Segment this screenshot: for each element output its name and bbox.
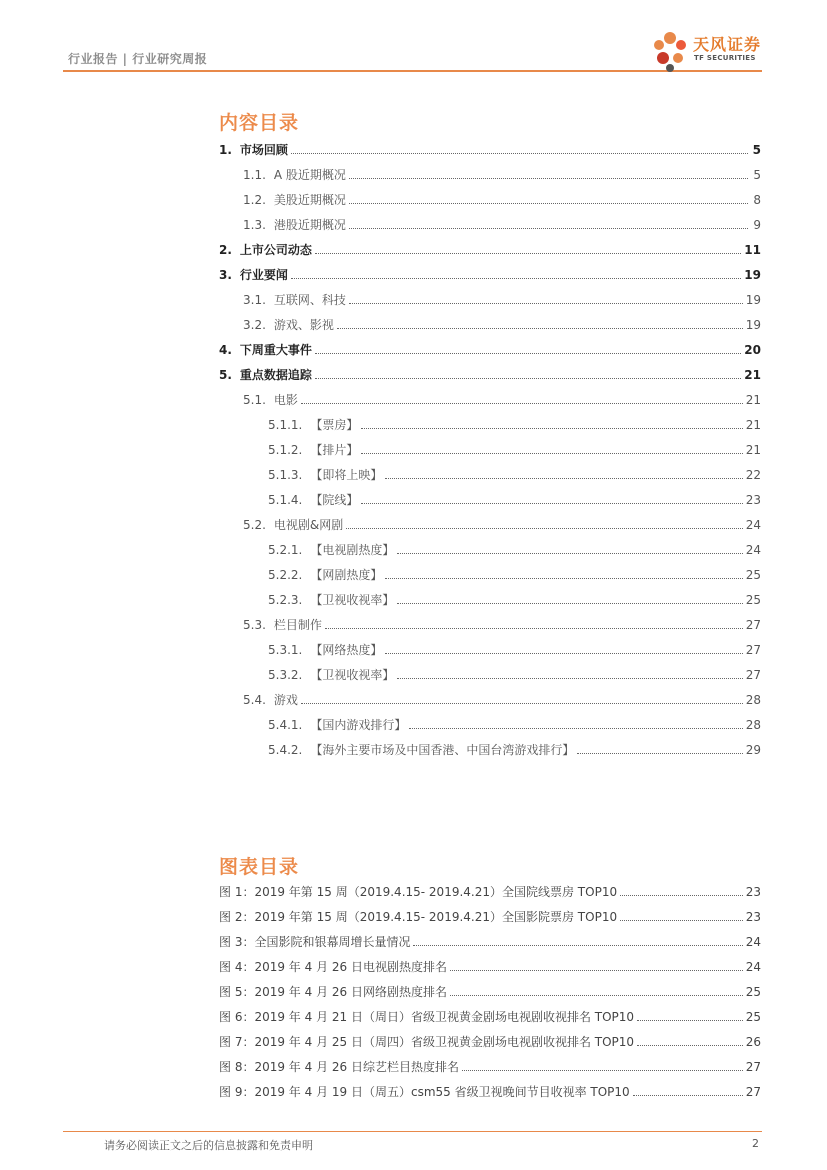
toc-entry-number: 1.3. xyxy=(243,218,266,232)
figure-entry-page: 24 xyxy=(745,935,761,949)
toc-entry-page: 22 xyxy=(745,468,761,482)
toc-leader-dots xyxy=(385,652,742,654)
toc-leader-dots xyxy=(385,577,742,579)
toc-entry[interactable] xyxy=(268,439,761,457)
toc-entry[interactable] xyxy=(243,314,761,332)
toc-leader-dots xyxy=(291,152,748,154)
toc-entry-number: 5.2.2. xyxy=(268,568,303,582)
toc-leader-dots xyxy=(325,627,743,629)
figure-entry-page: 23 xyxy=(745,910,761,924)
toc-title: 内容目录 xyxy=(219,112,300,134)
toc-leader-dots xyxy=(361,502,742,504)
figure-entry-page: 25 xyxy=(745,1010,761,1024)
toc-entry-number: 5.1.1. xyxy=(268,418,303,432)
toc-entry[interactable] xyxy=(243,614,761,632)
toc-entry-page: 24 xyxy=(745,518,761,532)
toc-leader-dots xyxy=(346,527,742,529)
toc-entry-text: 美股近期概况 xyxy=(273,193,346,207)
toc-leader-dots xyxy=(397,602,742,604)
toc-entry-page: 8 xyxy=(753,193,761,207)
toc-leader-dots xyxy=(315,352,741,354)
figure-entry-page: 27 xyxy=(745,1060,761,1074)
toc-entry-page: 25 xyxy=(745,568,761,582)
footer-divider xyxy=(63,1131,762,1132)
toc-entry-text: A 股近期概况 xyxy=(273,168,346,182)
toc-leader-dots xyxy=(577,752,742,754)
figure-entry-text: 图 1：2019 年第 15 周（2019.4.15- 2019.4.21）全国院线票房 TOP10 xyxy=(219,885,618,899)
toc-entry-number: 5.4. xyxy=(243,693,266,707)
figure-entry-page: 23 xyxy=(745,885,761,899)
toc-entry[interactable] xyxy=(268,564,761,582)
toc-entry[interactable] xyxy=(268,714,761,732)
toc-entry-text: 【即将上映】 xyxy=(310,468,383,482)
toc-entry-text: 游戏、影视 xyxy=(273,318,334,332)
toc-entry-page: 27 xyxy=(745,668,761,682)
toc-entry-number: 1. xyxy=(219,143,232,157)
toc-entry[interactable] xyxy=(268,539,761,557)
toc-leader-dots xyxy=(301,702,743,704)
figures-title: 图表目录 xyxy=(219,856,300,878)
toc-entry-number: 5.4.2. xyxy=(268,743,303,757)
toc-entry-number: 5.2. xyxy=(243,518,266,532)
toc-entry-number: 1.1. xyxy=(243,168,266,182)
figure-leader-dots xyxy=(450,994,743,996)
toc-entry-text: 游戏 xyxy=(273,693,298,707)
figure-entry-page: 27 xyxy=(745,1085,761,1099)
toc-entry-number: 5.1.2. xyxy=(268,443,303,457)
toc-entry-text: 市场回顾 xyxy=(239,143,288,157)
figure-leader-dots xyxy=(637,1019,743,1021)
toc-entry-text: 【排片】 xyxy=(310,443,359,457)
toc-entry-text: 【卫视收视率】 xyxy=(310,593,395,607)
toc-entry-text: 【国内游戏排行】 xyxy=(310,718,407,732)
footer-disclaimer: 请务必阅读正文之后的信息披露和免责申明 xyxy=(104,1139,313,1152)
toc-entry-page: 25 xyxy=(745,593,761,607)
toc-entry-text: 互联网、科技 xyxy=(273,293,346,307)
toc-leader-dots xyxy=(409,727,742,729)
figure-entry-page: 25 xyxy=(745,985,761,999)
toc-entry-page: 24 xyxy=(745,543,761,557)
toc-entry-page: 11 xyxy=(744,243,761,257)
header-title: 行业报告 | 行业研究周报 xyxy=(68,52,208,66)
toc-entry[interactable] xyxy=(243,289,761,307)
flower-logo-icon xyxy=(650,28,690,72)
toc-entry-page: 28 xyxy=(745,693,761,707)
toc-entry[interactable] xyxy=(243,164,761,182)
figure-entry-text: 图 5：2019 年 4 月 26 日网络剧热度排名 xyxy=(219,985,447,999)
toc-entry-text: 上市公司动态 xyxy=(239,243,312,257)
figure-entry[interactable] xyxy=(219,1006,761,1024)
figure-leader-dots xyxy=(620,919,743,921)
toc-entry-page: 27 xyxy=(745,643,761,657)
figure-entry[interactable] xyxy=(219,1056,761,1074)
toc-entry[interactable] xyxy=(243,214,761,232)
company-logo xyxy=(650,28,765,72)
figure-entry-text: 图 9：2019 年 4 月 19 日（周五）csm55 省级卫视晚间节目收视率 TOP10 xyxy=(219,1085,630,1099)
figure-entry-text: 图 3：全国影院和银幕周增长量情况 xyxy=(219,935,411,949)
toc-entry-number: 5.2.1. xyxy=(268,543,303,557)
toc-leader-dots xyxy=(349,202,748,204)
toc-entry-page: 19 xyxy=(745,293,761,307)
toc-leader-dots xyxy=(349,302,743,304)
toc-entry-text: 【网剧热度】 xyxy=(310,568,383,582)
toc-entry[interactable] xyxy=(219,239,761,257)
toc-leader-dots xyxy=(349,227,748,229)
toc-entry-text: 【电视剧热度】 xyxy=(310,543,395,557)
toc-entry[interactable] xyxy=(243,514,761,532)
toc-leader-dots xyxy=(301,402,743,404)
toc-entry-number: 5. xyxy=(219,368,232,382)
toc-entry-text: 【票房】 xyxy=(310,418,359,432)
toc-entry[interactable] xyxy=(219,139,761,157)
figure-entry-page: 26 xyxy=(745,1035,761,1049)
figure-entry-text: 图 8：2019 年 4 月 26 日综艺栏目热度排名 xyxy=(219,1060,459,1074)
toc-entry-number: 5.3. xyxy=(243,618,266,632)
toc-entry-number: 5.1.3. xyxy=(268,468,303,482)
toc-entry-text: 【院线】 xyxy=(310,493,359,507)
figure-entry[interactable] xyxy=(219,1031,761,1049)
figure-entry-page: 24 xyxy=(745,960,761,974)
toc-entry-text: 【卫视收视率】 xyxy=(310,668,395,682)
toc-entry-number: 5.1. xyxy=(243,393,266,407)
toc-leader-dots xyxy=(361,452,742,454)
toc-leader-dots xyxy=(385,477,742,479)
logo-subtitle: TF SECURITIES xyxy=(694,54,756,62)
figure-leader-dots xyxy=(633,1094,743,1096)
toc-entry-number: 5.1.4. xyxy=(268,493,303,507)
toc-entry-text: 【海外主要市场及中国香港、中国台湾游戏排行】 xyxy=(310,743,575,757)
toc-entry[interactable] xyxy=(219,264,761,282)
figure-leader-dots xyxy=(462,1069,743,1071)
toc-entry-number: 5.3.1. xyxy=(268,643,303,657)
figure-entry-text: 图 7：2019 年 4 月 25 日（周四）省级卫视黄金剧场电视剧收视排名 TOP10 xyxy=(219,1035,635,1049)
toc-entry-number: 5.4.1. xyxy=(268,718,303,732)
toc-entry-text: 电视剧&网剧 xyxy=(273,518,344,532)
toc-entry-text: 重点数据追踪 xyxy=(239,368,312,382)
toc-entry-number: 3. xyxy=(219,268,232,282)
toc-entry[interactable] xyxy=(268,464,761,482)
toc-entry-page: 21 xyxy=(745,443,761,457)
toc-leader-dots xyxy=(315,252,741,254)
figure-entry-text: 图 4：2019 年 4 月 26 日电视剧热度排名 xyxy=(219,960,447,974)
toc-entry-number: 5.3.2. xyxy=(268,668,303,682)
toc-entry[interactable] xyxy=(268,664,761,682)
toc-entry[interactable] xyxy=(268,639,761,657)
toc-entry-number: 3.2. xyxy=(243,318,266,332)
toc-leader-dots xyxy=(291,277,741,279)
toc-entry-page: 28 xyxy=(745,718,761,732)
toc-entry-text: 下周重大事件 xyxy=(239,343,312,357)
toc-entry-text: 港股近期概况 xyxy=(273,218,346,232)
figure-leader-dots xyxy=(413,944,742,946)
page-number: 2 xyxy=(752,1137,759,1150)
toc-entry-number: 3.1. xyxy=(243,293,266,307)
figure-entry[interactable] xyxy=(219,981,761,999)
toc-entry-page: 19 xyxy=(745,318,761,332)
toc-entry-page: 5 xyxy=(753,168,761,182)
toc-entry[interactable] xyxy=(268,739,761,757)
toc-entry[interactable] xyxy=(243,389,761,407)
toc-leader-dots xyxy=(397,552,742,554)
toc-entry[interactable] xyxy=(243,189,761,207)
toc-entry-text: 电影 xyxy=(273,393,298,407)
toc-leader-dots xyxy=(361,427,742,429)
toc-entry-text: 栏目制作 xyxy=(273,618,322,632)
toc-entry[interactable] xyxy=(219,364,761,382)
toc-entry-number: 1.2. xyxy=(243,193,266,207)
logo-name: 天风证券 xyxy=(693,35,762,54)
toc-entry-number: 2. xyxy=(219,243,232,257)
toc-entry-page: 9 xyxy=(753,218,761,232)
toc-entry-page: 21 xyxy=(745,393,761,407)
toc-entry[interactable] xyxy=(243,689,761,707)
figure-entry[interactable] xyxy=(219,956,761,974)
toc-leader-dots xyxy=(349,177,748,179)
toc-entry-text: 【网络热度】 xyxy=(310,643,383,657)
toc-entry[interactable] xyxy=(268,414,761,432)
toc-entry[interactable] xyxy=(219,339,761,357)
figure-entry-text: 图 2：2019 年第 15 周（2019.4.15- 2019.4.21）全国影院票房 TOP10 xyxy=(219,910,618,924)
toc-entry[interactable] xyxy=(268,589,761,607)
toc-leader-dots xyxy=(315,377,741,379)
figure-entry-text: 图 6：2019 年 4 月 21 日（周日）省级卫视黄金剧场电视剧收视排名 TOP10 xyxy=(219,1010,635,1024)
toc-entry-number: 4. xyxy=(219,343,232,357)
toc-entry-page: 5 xyxy=(752,143,761,157)
toc-leader-dots xyxy=(337,327,743,329)
figure-leader-dots xyxy=(620,894,743,896)
toc-entry-number: 5.2.3. xyxy=(268,593,303,607)
toc-entry-page: 23 xyxy=(745,493,761,507)
toc-entry-text: 行业要闻 xyxy=(239,268,288,282)
toc-entry-page: 20 xyxy=(744,343,761,357)
toc-entry-page: 29 xyxy=(745,743,761,757)
figure-leader-dots xyxy=(637,1044,743,1046)
toc-entry-page: 21 xyxy=(745,418,761,432)
toc-entry[interactable] xyxy=(268,489,761,507)
toc-entry-page: 27 xyxy=(745,618,761,632)
toc-entry-page: 21 xyxy=(744,368,761,382)
figure-entry[interactable] xyxy=(219,906,761,924)
toc-entry-page: 19 xyxy=(744,268,761,282)
figure-leader-dots xyxy=(450,969,743,971)
toc-leader-dots xyxy=(397,677,742,679)
figure-entry[interactable] xyxy=(219,881,761,899)
figure-entry[interactable] xyxy=(219,931,761,949)
figure-entry[interactable] xyxy=(219,1081,761,1099)
